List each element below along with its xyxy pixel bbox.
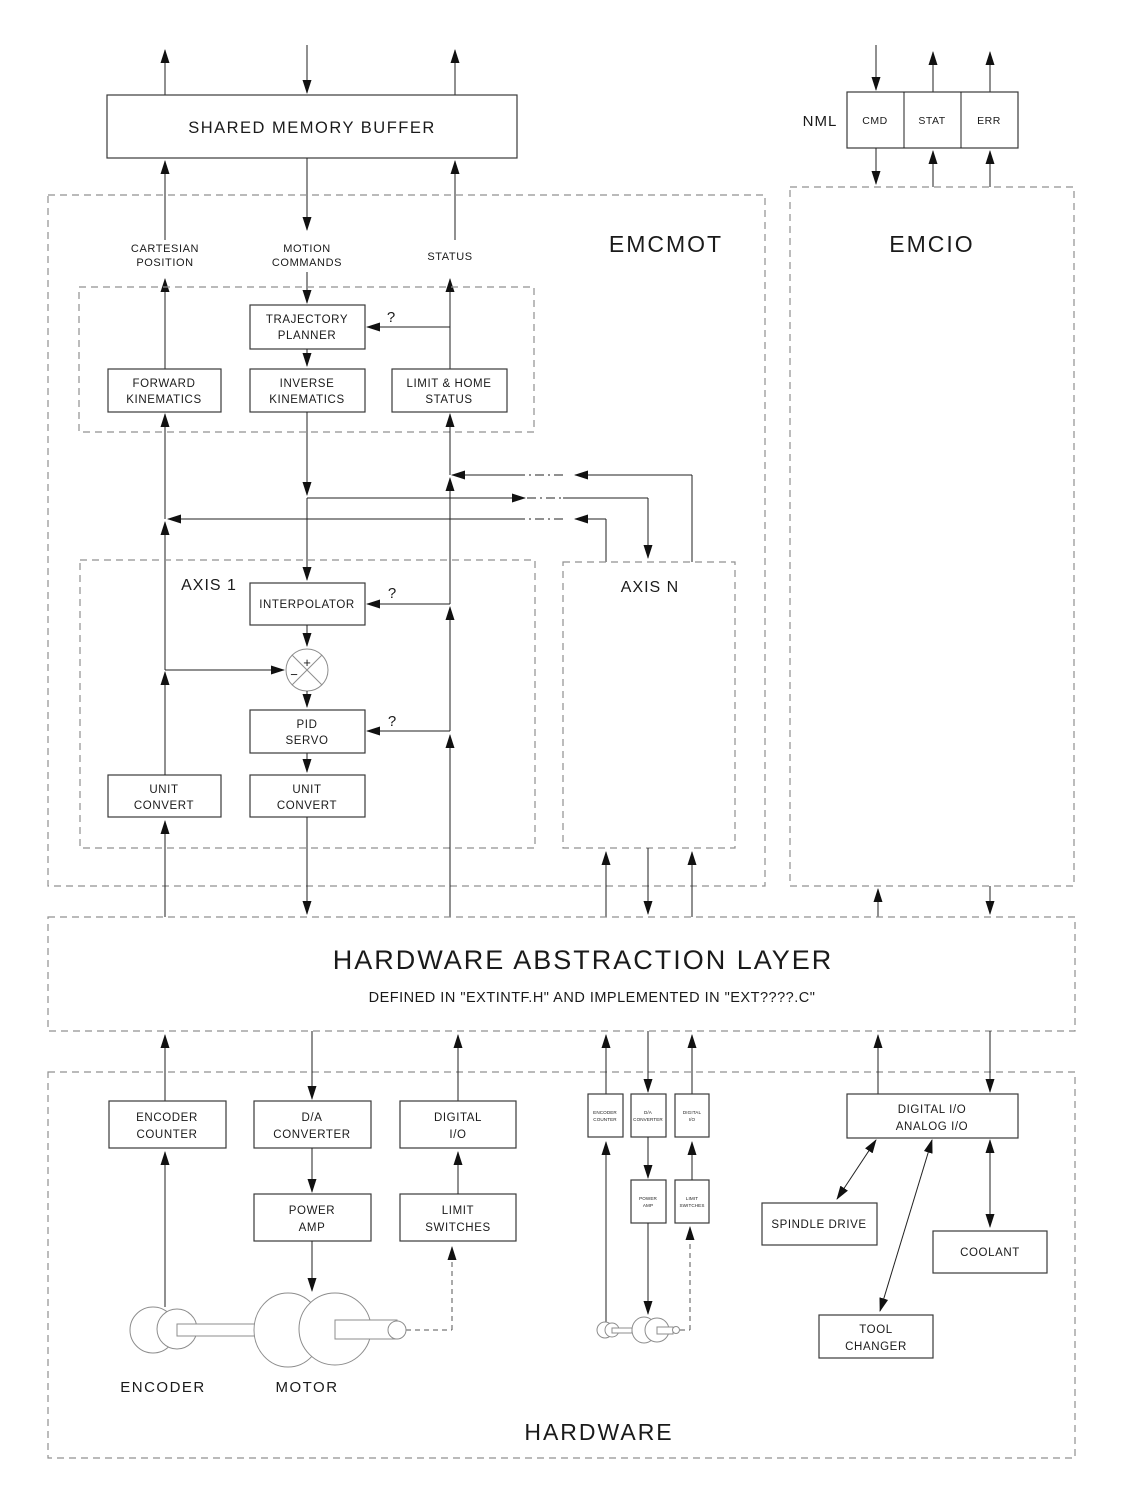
svg-text:ENCODER: ENCODER <box>593 1110 617 1115</box>
svg-text:INTERPOLATOR: INTERPOLATOR <box>259 599 355 611</box>
svg-text:SERVO: SERVO <box>285 735 329 747</box>
svg-text:SWITCHES: SWITCHES <box>425 1222 491 1234</box>
encoder-label: ENCODER <box>120 1379 206 1396</box>
axisn-boundary <box>563 562 735 848</box>
svg-text:COUNTER: COUNTER <box>136 1129 198 1141</box>
svg-text:D/A: D/A <box>644 1110 652 1115</box>
svg-text:CHANGER: CHANGER <box>845 1341 907 1353</box>
axis1-hardware <box>109 1101 516 1396</box>
svg-text:COMMANDS: COMMANDS <box>271 257 343 269</box>
svg-text:LIMIT: LIMIT <box>441 1205 475 1217</box>
hal-section <box>48 917 1075 1031</box>
svg-text:COUNTER: COUNTER <box>593 1117 617 1122</box>
svg-text:CONVERT: CONVERT <box>133 800 195 812</box>
encoder-counter-small-box <box>588 1094 623 1137</box>
hardware-section <box>48 1031 1075 1458</box>
question-mark-trajectory: ? <box>386 309 396 326</box>
svg-text:KINEMATICS: KINEMATICS <box>269 394 345 406</box>
axisn-label: AXIS N <box>620 579 680 596</box>
minus-sign: − <box>290 667 298 682</box>
shared-memory-section <box>107 45 517 240</box>
axis1-label: AXIS 1 <box>181 577 237 594</box>
svg-text:PID: PID <box>296 719 318 731</box>
plus-sign: + <box>303 655 311 670</box>
power-amp-small-box <box>631 1180 666 1223</box>
hardware-title: HARDWARE <box>524 1419 674 1445</box>
da-converter-small-box <box>631 1094 666 1137</box>
emcio-boundary <box>790 187 1074 886</box>
svg-text:KINEMATICS: KINEMATICS <box>126 394 202 406</box>
motor-label: MOTOR <box>275 1379 339 1396</box>
hal-subtitle: DEFINED IN "EXTINTF.H" AND IMPLEMENTED IN "EXT????.C" <box>368 990 816 1006</box>
nml-cmd-label: CMD <box>862 115 888 127</box>
svg-text:POSITION: POSITION <box>136 257 194 269</box>
svg-text:UNIT: UNIT <box>149 784 179 796</box>
axisn-hardware <box>588 1094 709 1343</box>
svg-text:UNIT: UNIT <box>292 784 322 796</box>
svg-text:TOOL: TOOL <box>859 1324 893 1336</box>
motion-commands-label: MOTION <box>283 243 331 255</box>
svg-text:INVERSE: INVERSE <box>279 378 335 390</box>
hal-title: HARDWARE ABSTRACTION LAYER <box>332 945 834 975</box>
motor-drawing <box>130 1293 406 1367</box>
svg-text:I/O: I/O <box>449 1129 467 1141</box>
svg-text:POWER: POWER <box>288 1205 336 1217</box>
svg-text:SPINDLE DRIVE: SPINDLE DRIVE <box>771 1219 867 1231</box>
shared-memory-buffer-label: SHARED MEMORY BUFFER <box>188 119 436 137</box>
nml-section <box>803 45 1018 187</box>
svg-text:TRAJECTORY: TRAJECTORY <box>265 314 349 326</box>
question-mark-interpolator: ? <box>387 585 397 602</box>
emcmot-section <box>48 195 765 917</box>
emcmot-title: EMCMOT <box>608 231 724 257</box>
svg-text:POWER: POWER <box>639 1196 657 1201</box>
status-label: STATUS <box>427 251 473 263</box>
summing-junction <box>286 649 328 691</box>
svg-text:D/A: D/A <box>301 1112 323 1124</box>
svg-text:AMP: AMP <box>642 1203 654 1208</box>
emcio-section <box>790 187 1074 917</box>
io-hardware <box>762 1094 1047 1358</box>
emcio-title: EMCIO <box>889 231 975 257</box>
nml-err-label: ERR <box>977 115 1001 127</box>
svg-text:CONVERTER: CONVERTER <box>273 1129 351 1141</box>
limit-switches-small-box <box>675 1180 709 1223</box>
svg-text:SWITCHES: SWITCHES <box>679 1203 705 1208</box>
svg-text:FORWARD: FORWARD <box>132 378 196 390</box>
svg-text:COOLANT: COOLANT <box>960 1247 1020 1259</box>
small-motor-drawing <box>597 1317 680 1343</box>
nml-stat-label: STAT <box>918 115 946 127</box>
svg-text:STATUS: STATUS <box>425 394 473 406</box>
digital-io-small-box <box>675 1094 709 1137</box>
question-mark-pid: ? <box>387 713 397 730</box>
trajectory-planner-box <box>250 305 365 349</box>
svg-text:CONVERT: CONVERT <box>276 800 338 812</box>
svg-text:DIGITAL I/O: DIGITAL I/O <box>897 1104 967 1116</box>
svg-text:DIGITAL: DIGITAL <box>433 1112 483 1124</box>
svg-text:LIMIT & HOME: LIMIT & HOME <box>406 378 492 390</box>
axis-bus-connectors <box>165 412 692 670</box>
nml-label: NML <box>802 113 838 130</box>
cartesian-position-label: CARTESIAN <box>130 243 200 255</box>
svg-text:ANALOG I/O: ANALOG I/O <box>895 1121 969 1133</box>
svg-text:ENCODER: ENCODER <box>136 1112 198 1124</box>
axis1-block <box>80 560 535 848</box>
svg-text:LIMIT: LIMIT <box>685 1196 699 1201</box>
svg-text:I/O: I/O <box>688 1117 696 1122</box>
svg-text:DIGITAL: DIGITAL <box>682 1110 702 1115</box>
svg-text:CONVERTER: CONVERTER <box>633 1117 663 1122</box>
svg-text:PLANNER: PLANNER <box>277 330 337 342</box>
axisn-block <box>563 562 735 848</box>
svg-text:AMP: AMP <box>298 1222 326 1234</box>
